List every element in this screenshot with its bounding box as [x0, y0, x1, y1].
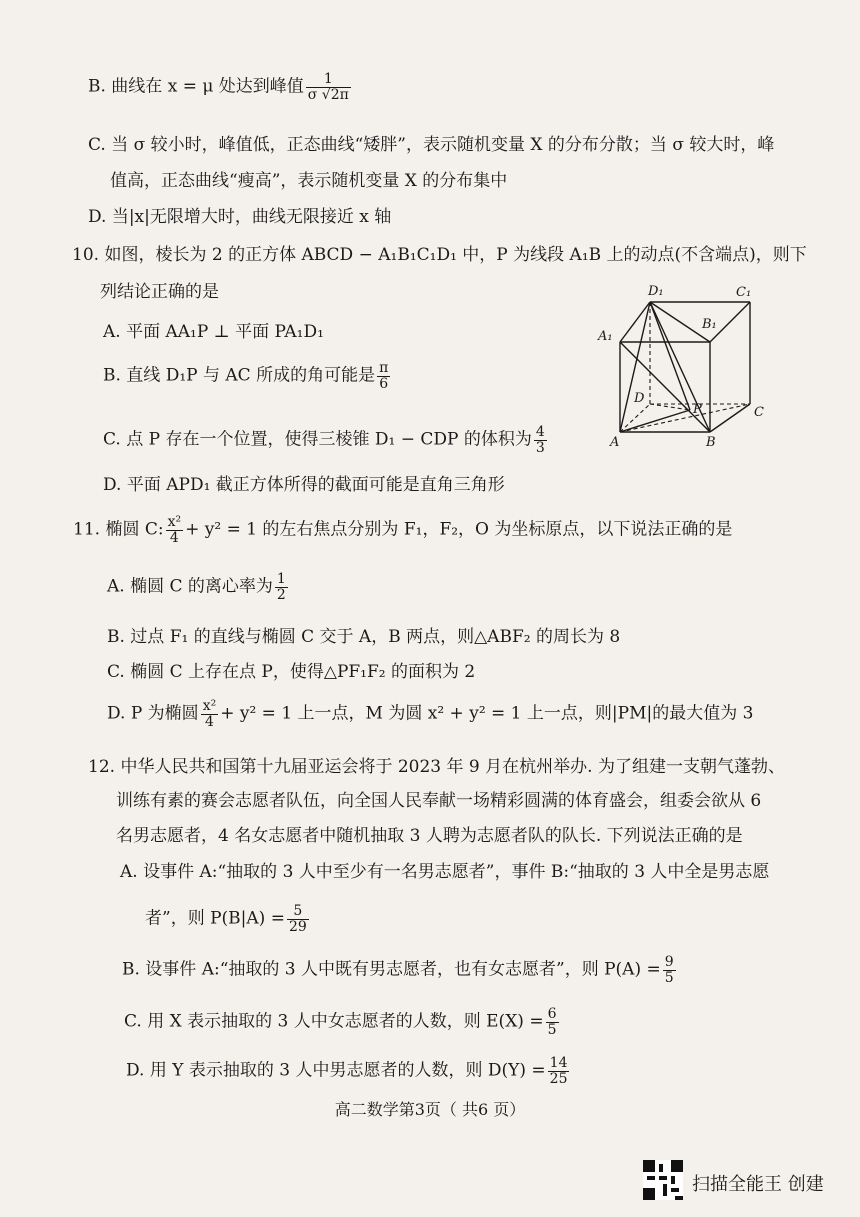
q12-b-fraction: $\frac{9}{5}$ — [664, 954, 674, 986]
q11-stem-fraction: $\frac{\text{x²}}{4}$ — [167, 514, 182, 546]
q11-option-d: D. P 为椭圆 $\frac{\text{x²}}{4}$ + y² = 1 上一点，M 为圆 x² + y² = 1 上一点，则|PM|的最大值为 3 — [107, 698, 754, 730]
q10-b-fraction: $\frac{\pi}{6}$ — [379, 360, 389, 392]
label-b: B — [706, 435, 716, 450]
qr-code-icon — [643, 1160, 683, 1200]
q10-c-fraction: $\frac{4}{3}$ — [535, 424, 545, 456]
q12-c-fraction: $\frac{6}{5}$ — [547, 1006, 557, 1038]
q12-stem-line3: 名男志愿者，4 名女志愿者中随机抽取 3 人聘为志愿者队的队长. 下列说法正确的是 — [116, 826, 743, 846]
q9-b-fraction: $\frac{1}{\sigma √2\pi}$ — [307, 71, 349, 103]
q10-stem-line1: 10. 如图，棱长为 2 的正方体 ABCD − A₁B₁C₁D₁ 中，P 为线段 A₁B 上的动点(不含端点)，则下 — [72, 245, 807, 265]
label-a: A — [610, 435, 620, 450]
q11-option-a: A. 椭圆 C 的离心率为 $\frac{1}{2}$ — [107, 571, 286, 603]
label-d1: D₁ — [648, 284, 664, 299]
q12-option-d: D. 用 Y 表示抽取的 3 人中男志愿者的人数，则 D(Y) = $\frac{14}{25}$ — [126, 1055, 568, 1087]
q11-stem: 11. 椭圆 C: $\frac{\text{x²}}{4}$ + y² = 1 的左右焦点分别为 F₁，F₂，O 为坐标原点，以下说法正确的是 — [73, 514, 733, 546]
q12-a-fraction: $\frac{5}{29}$ — [288, 903, 307, 935]
q10-option-c: C. 点 P 存在一个位置，使得三棱锥 D₁ − CDP 的体积为 $\frac{4}{3}$ — [103, 424, 545, 456]
q9-option-b: B. 曲线在 x = μ 处达到峰值 $\frac{1}{\sigma √2\pi}$ — [88, 71, 349, 103]
label-c1: C₁ — [736, 285, 752, 300]
q12-stem-line1: 12. 中华人民共和国第十九届亚运会将于 2023 年 9 月在杭州举办. 为了组建一支朝气蓬勃、 — [88, 757, 785, 777]
q12-option-b: B. 设事件 A:“抽取的 3 人中既有男志愿者，也有女志愿者”，则 P(A) = $\frac{9}{5}$ — [122, 954, 674, 986]
label-b1: B₁ — [702, 317, 717, 332]
q12-option-a-line1: A. 设事件 A:“抽取的 3 人中至少有一名男志愿者”，事件 B:“抽取的 3 人中全是男志愿 — [120, 862, 770, 882]
q12-option-c: C. 用 X 表示抽取的 3 人中女志愿者的人数，则 E(X) = $\frac{6}{5}$ — [124, 1006, 557, 1038]
q11-d-fraction: $\frac{\text{x²}}{4}$ — [202, 698, 217, 730]
q10-option-d: D. 平面 APD₁ 截正方体所得的截面可能是直角三角形 — [103, 475, 505, 495]
q12-d-fraction: $\frac{14}{25}$ — [549, 1055, 568, 1087]
page-footer: 高二数学第3页（ 共6 页） — [334, 1100, 526, 1119]
label-d: D — [634, 391, 645, 406]
q10-option-b: B. 直线 D₁P 与 AC 所成的角可能是 $\frac{\pi}{6}$ — [103, 360, 389, 392]
q12-option-a-line2: 者”，则 P(B|A) = $\frac{5}{29}$ — [145, 903, 307, 935]
cube-figure — [590, 282, 770, 452]
q10-option-a: A. 平面 AA₁P ⊥ 平面 PA₁D₁ — [103, 322, 324, 342]
q10-stem-line2: 列结论正确的是 — [100, 282, 219, 302]
scanner-watermark: 扫描全能王 创建 — [692, 1174, 824, 1195]
q9-option-c-line2: 值高，正态曲线“瘦高”，表示随机变量 X 的分布集中 — [110, 171, 508, 191]
label-c: C — [754, 405, 764, 420]
q12-stem-line2: 训练有素的赛会志愿者队伍，向全国人民奉献一场精彩圆满的体育盛会，组委会欲从 6 — [116, 791, 762, 811]
q11-option-c: C. 椭圆 C 上存在点 P，使得△PF₁F₂ 的面积为 2 — [107, 662, 476, 682]
q9-option-c-line1: C. 当 σ 较小时，峰值低，正态曲线“矮胖”，表示随机变量 X 的分布分散；当 σ 较大时，峰 — [88, 135, 775, 155]
q9-option-d: D. 当|x|无限增大时，曲线无限接近 x 轴 — [88, 207, 392, 227]
label-a1: A₁ — [598, 329, 613, 344]
label-p: P — [693, 402, 702, 417]
q11-a-fraction: $\frac{1}{2}$ — [276, 571, 286, 603]
q11-option-b: B. 过点 F₁ 的直线与椭圆 C 交于 A，B 两点，则△ABF₂ 的周长为 8 — [107, 627, 621, 647]
